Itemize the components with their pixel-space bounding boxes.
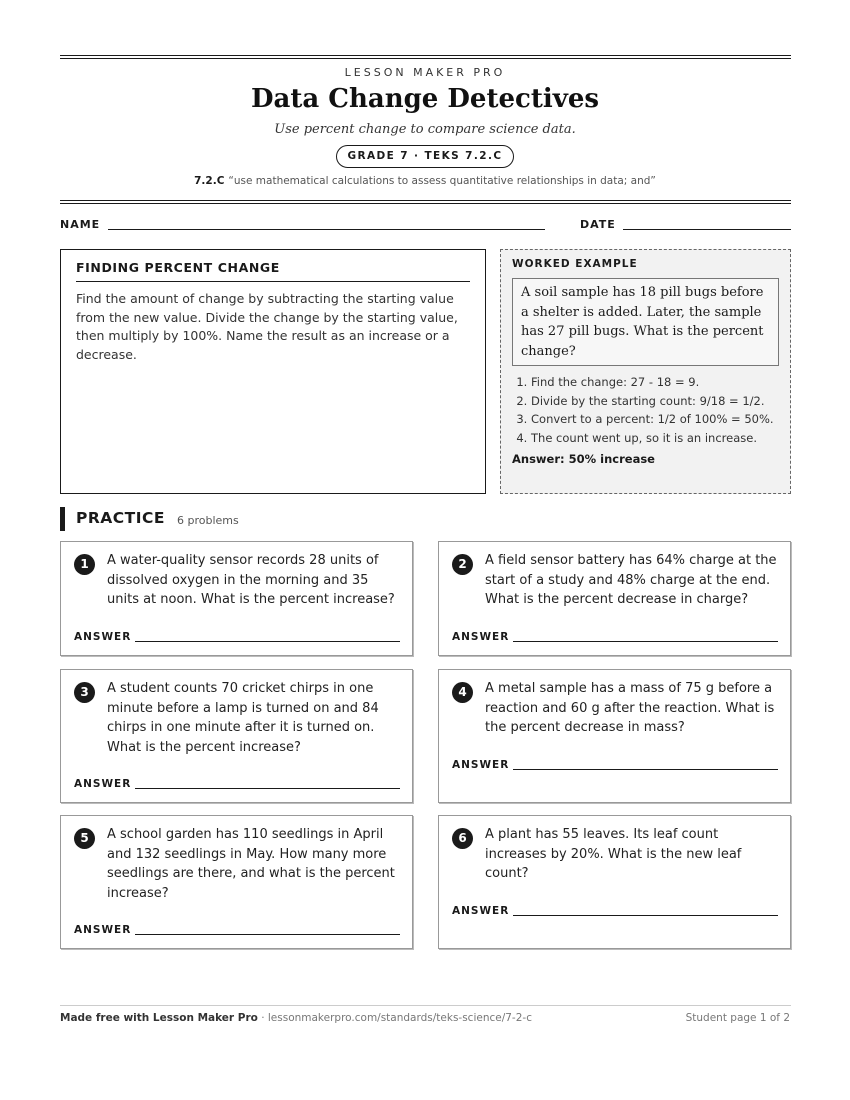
header-rule <box>60 58 791 59</box>
footer-url[interactable]: · lessonmakerpro.com/standards/teks-science/7-2-c <box>257 1012 532 1024</box>
worksheet-title: Data Change Detectives <box>250 84 600 114</box>
answer-label: ANSWER <box>74 778 132 790</box>
worked-example-steps <box>512 374 779 447</box>
concept-heading: FINDING PERCENT CHANGE <box>76 260 470 282</box>
name-label: NAME <box>60 218 101 231</box>
answer-field[interactable] <box>513 641 778 642</box>
worked-example-step: 1. Find the change: 27 - 18 = 9. <box>531 374 779 392</box>
worked-example-heading: WORKED EXAMPLE <box>512 258 638 270</box>
answer-field[interactable] <box>513 769 778 770</box>
concept-box <box>60 249 486 494</box>
date-label: DATE <box>580 218 616 231</box>
problem-card-5 <box>60 815 413 949</box>
answer-field[interactable] <box>513 915 778 916</box>
practice-count: 6 problems <box>177 514 239 527</box>
problem-card-2 <box>438 541 791 656</box>
concept-body: Find the amount of change by subtracting the starting value from the new value. Divide the change by the starting value, then multiply by 100%. Name the result as an increase or a decrease. <box>76 291 458 362</box>
grade-badge: GRADE 7 · TEKS 7.2.C <box>336 145 514 168</box>
answer-label: ANSWER <box>452 905 510 917</box>
standard-code: 7.2.C <box>194 175 225 187</box>
worksheet-subtitle: Use percent change to compare science data. <box>274 122 576 137</box>
answer-field[interactable] <box>135 934 400 935</box>
problem-text: A water-quality sensor records 28 units of dissolved oxygen in the morning and 35 units at noon. What is the percent increase? <box>107 553 395 607</box>
practice-heading: PRACTICE <box>76 509 165 527</box>
worked-example-answer: Answer: 50% increase <box>512 452 655 466</box>
header-rule <box>60 55 791 56</box>
header-rule <box>60 200 791 201</box>
problem-text: A student counts 70 cricket chirps in one minute before a lamp is turned on and 84 chirps in one minute after it is turned on. What is the percent increase? <box>107 681 379 755</box>
worked-example-problem: A soil sample has 18 pill bugs before a shelter is added. Later, the sample has 27 pill bugs. What is the percent change? <box>512 278 779 366</box>
worked-example-step: 3. Convert to a percent: 1/2 of 100% = 50%. <box>531 411 779 429</box>
worked-example-step: 4. The count went up, so it is an increase. <box>531 430 779 448</box>
footer-rule <box>60 1005 791 1006</box>
answer-label: ANSWER <box>452 631 510 643</box>
answer-field[interactable] <box>135 788 400 789</box>
problem-text: A metal sample has a mass of 75 g before a reaction and 60 g after the reaction. What is the percent decrease in mass? <box>485 681 775 735</box>
answer-label: ANSWER <box>74 924 132 936</box>
problem-card-1 <box>60 541 413 656</box>
problem-card-3 <box>60 669 413 803</box>
problem-number: 1 <box>74 554 95 575</box>
problem-number: 5 <box>74 828 95 849</box>
problem-text: A plant has 55 leaves. Its leaf count increases by 20%. What is the new leaf count? <box>485 827 742 881</box>
problem-number: 3 <box>74 682 95 703</box>
problem-number: 2 <box>452 554 473 575</box>
practice-accent-bar <box>60 507 65 531</box>
date-field[interactable] <box>623 229 791 230</box>
brand-kicker: LESSON MAKER PRO <box>344 66 506 79</box>
problem-text: A field sensor battery has 64% charge at the start of a study and 48% charge at the end. What is the percent decrease in charge? <box>485 553 777 607</box>
problem-card-6 <box>438 815 791 949</box>
worked-example-step: 2. Divide by the starting count: 9/18 = 1/2. <box>531 393 779 411</box>
problem-number: 4 <box>452 682 473 703</box>
standard-statement <box>0 175 850 187</box>
answer-label: ANSWER <box>74 631 132 643</box>
name-field[interactable] <box>108 229 545 230</box>
footer-brand: Made free with Lesson Maker Pro <box>60 1012 258 1024</box>
header-rule <box>60 203 791 204</box>
standard-text: “use mathematical calculations to assess quantitative relationships in data; and” <box>228 175 656 187</box>
answer-field[interactable] <box>135 641 400 642</box>
problem-number: 6 <box>452 828 473 849</box>
footer-credit <box>60 1012 532 1024</box>
problem-text: A school garden has 110 seedlings in April and 132 seedlings in May. How many more seedlings are there, and what is the percent increase? <box>107 827 395 901</box>
problem-card-4 <box>438 669 791 803</box>
worked-example-box <box>500 249 791 494</box>
page-indicator: Student page 1 of 2 <box>685 1012 790 1024</box>
answer-label: ANSWER <box>452 759 510 771</box>
